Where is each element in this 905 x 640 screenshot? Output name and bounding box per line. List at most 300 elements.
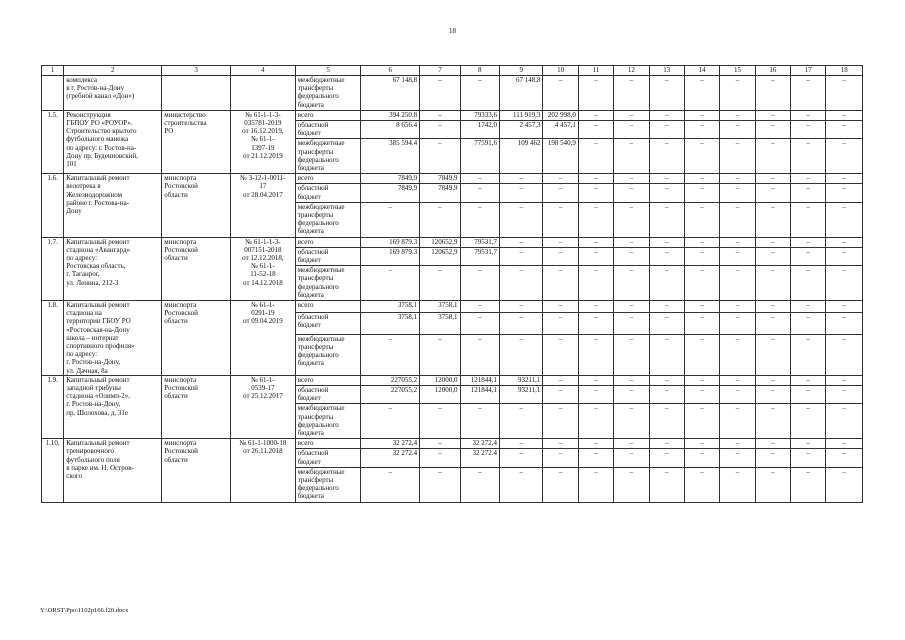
column-header-7: 7 <box>420 66 460 76</box>
value-c12: – <box>614 202 649 237</box>
value-c15: – <box>720 76 755 111</box>
budget-table <box>41 65 863 503</box>
value-c18: – <box>826 467 863 502</box>
value-c17: – <box>791 334 826 375</box>
value-c8: – <box>460 174 499 184</box>
funding-source: областной бюджет <box>295 312 361 334</box>
value-c15: – <box>720 202 755 237</box>
value-c13: – <box>649 449 684 467</box>
value-c8: – <box>460 76 499 111</box>
value-c18: – <box>826 202 863 237</box>
value-c15: – <box>720 266 755 301</box>
funding-source: межбюджетные трансферты федерального бюджета <box>295 467 361 502</box>
funding-source: областной бюджет <box>295 247 361 265</box>
table-row <box>42 237 863 247</box>
value-c17: – <box>791 375 826 385</box>
value-c15: – <box>720 174 755 184</box>
value-c17: – <box>791 312 826 334</box>
value-c12: – <box>614 375 649 385</box>
value-c15: – <box>720 110 755 120</box>
value-c18: – <box>826 110 863 120</box>
decree-reference: № 61-1- 0539-17 от 25.12.2017 <box>231 375 296 438</box>
value-c14: – <box>684 439 719 449</box>
value-c7: – <box>420 439 460 449</box>
column-header-15: 15 <box>720 66 755 76</box>
value-c7: 120652,9 <box>420 237 460 247</box>
column-header-16: 16 <box>755 66 790 76</box>
value-c10: – <box>543 76 578 111</box>
column-header-18: 18 <box>826 66 863 76</box>
value-c16: – <box>755 312 790 334</box>
value-c13: – <box>649 237 684 247</box>
value-c8: 32 272.4 <box>460 449 499 467</box>
table-row <box>42 110 863 120</box>
funding-source: всего <box>295 439 361 449</box>
value-c7: 120652,9 <box>420 247 460 265</box>
value-c16: – <box>755 174 790 184</box>
column-header-10: 10 <box>543 66 578 76</box>
value-c13: – <box>649 76 684 111</box>
table-row <box>42 76 863 111</box>
decree-reference: № 3-12-1-0011- 17 от 28.04.2017 <box>231 174 296 237</box>
value-c10: – <box>543 334 578 375</box>
value-c8: – <box>460 300 499 312</box>
row-number: 1.7. <box>42 237 64 300</box>
value-c15: – <box>720 300 755 312</box>
value-c14: – <box>684 467 719 502</box>
value-c9: – <box>499 312 542 334</box>
value-c8: – <box>460 467 499 502</box>
value-c13: – <box>649 375 684 385</box>
column-header-11: 11 <box>578 66 613 76</box>
value-c8: 79531,7 <box>460 237 499 247</box>
value-c12: – <box>614 184 649 202</box>
decree-reference <box>231 76 296 111</box>
value-c17: – <box>791 439 826 449</box>
column-header-8: 8 <box>460 66 499 76</box>
value-c13: – <box>649 174 684 184</box>
value-c12: – <box>614 247 649 265</box>
page-number: 18 <box>449 27 456 35</box>
value-c11: – <box>578 334 613 375</box>
value-c14: – <box>684 184 719 202</box>
value-c8: 1742,0 <box>460 120 499 138</box>
value-c14: – <box>684 120 719 138</box>
value-c11: – <box>578 202 613 237</box>
value-c18: – <box>826 439 863 449</box>
value-c11: – <box>578 300 613 312</box>
value-c18: – <box>826 449 863 467</box>
value-c6: 3758,1 <box>361 312 420 334</box>
value-c11: – <box>578 439 613 449</box>
value-c18: – <box>826 404 863 439</box>
value-c9: 93211,1 <box>499 385 542 403</box>
value-c7: – <box>420 120 460 138</box>
value-c16: – <box>755 467 790 502</box>
value-c9: – <box>499 449 542 467</box>
value-c16: – <box>755 334 790 375</box>
funding-source: межбюджетные трансферты федерального бюджета <box>295 266 361 301</box>
value-c18: – <box>826 385 863 403</box>
row-number: 1.6. <box>42 174 64 237</box>
column-header-12: 12 <box>614 66 649 76</box>
value-c15: – <box>720 312 755 334</box>
value-c11: – <box>578 174 613 184</box>
value-c10: – <box>543 184 578 202</box>
value-c10: – <box>543 439 578 449</box>
value-c9: – <box>499 404 542 439</box>
value-c11: – <box>578 247 613 265</box>
value-c15: – <box>720 375 755 385</box>
value-c17: – <box>791 266 826 301</box>
column-header-5: 5 <box>295 66 361 76</box>
value-c15: – <box>720 385 755 403</box>
row-number: 1.8. <box>42 300 64 375</box>
value-c14: – <box>684 385 719 403</box>
value-c17: – <box>791 184 826 202</box>
value-c6: – <box>361 334 420 375</box>
value-c7: – <box>420 110 460 120</box>
table-row <box>42 174 863 184</box>
value-c7: 12000,0 <box>420 375 460 385</box>
value-c6: – <box>361 266 420 301</box>
value-c14: – <box>684 237 719 247</box>
value-c12: – <box>614 139 649 174</box>
value-c17: – <box>791 449 826 467</box>
value-c7: – <box>420 334 460 375</box>
value-c9: – <box>499 174 542 184</box>
value-c18: – <box>826 120 863 138</box>
value-c8: 121844,1 <box>460 375 499 385</box>
row-number: 1.5. <box>42 110 64 173</box>
value-c13: – <box>649 110 684 120</box>
value-c12: – <box>614 120 649 138</box>
customer-name <box>162 76 231 111</box>
value-c6: 227055,2 <box>361 385 420 403</box>
value-c9: – <box>499 266 542 301</box>
value-c6: 169 879.3 <box>361 247 420 265</box>
value-c6: 32 272,4 <box>361 439 420 449</box>
funding-source: межбюджетные трансферты федерального бюджета <box>295 334 361 375</box>
value-c16: – <box>755 404 790 439</box>
value-c16: – <box>755 439 790 449</box>
value-c11: – <box>578 467 613 502</box>
value-c8: – <box>460 404 499 439</box>
value-c8: 79531,7 <box>460 247 499 265</box>
value-c14: – <box>684 202 719 237</box>
value-c18: – <box>826 174 863 184</box>
value-c9: – <box>499 202 542 237</box>
value-c12: – <box>614 300 649 312</box>
value-c12: – <box>614 266 649 301</box>
value-c8: 121844,1 <box>460 385 499 403</box>
customer-name: министерство строительства РО <box>162 110 231 173</box>
value-c12: – <box>614 449 649 467</box>
value-c10: – <box>543 375 578 385</box>
funding-source: всего <box>295 375 361 385</box>
value-c11: – <box>578 120 613 138</box>
value-c17: – <box>791 237 826 247</box>
value-c13: – <box>649 385 684 403</box>
customer-name: минспорта Ростовской области <box>162 439 231 502</box>
value-c17: – <box>791 174 826 184</box>
value-c13: – <box>649 139 684 174</box>
value-c11: – <box>578 237 613 247</box>
value-c12: – <box>614 237 649 247</box>
value-c13: – <box>649 266 684 301</box>
value-c7: – <box>420 449 460 467</box>
value-c10: 202 998,0 <box>543 110 578 120</box>
value-c11: – <box>578 139 613 174</box>
value-c14: – <box>684 375 719 385</box>
value-c10: – <box>543 385 578 403</box>
column-header-17: 17 <box>791 66 826 76</box>
value-c17: – <box>791 110 826 120</box>
customer-name: минспорта Ростовской области <box>162 237 231 300</box>
object-name: Капитальный ремонт стадиона на территории ГБОУ РО «Ростовская-на-Дону школа – интернат спортивного профиля» по адресу: г. Ростов-на-Дону, ул. Дачная, 8а <box>64 300 162 375</box>
value-c12: – <box>614 439 649 449</box>
value-c8: – <box>460 266 499 301</box>
value-c15: – <box>720 449 755 467</box>
funding-source: областной бюджет <box>295 120 361 138</box>
value-c9: – <box>499 439 542 449</box>
value-c6: 32 272.4 <box>361 449 420 467</box>
value-c10: – <box>543 247 578 265</box>
value-c13: – <box>649 439 684 449</box>
funding-source: областной бюджет <box>295 184 361 202</box>
object-name: Капитальный ремонт велотрека в Железнодорожном районе г. Ростова-на- Дону <box>64 174 162 237</box>
value-c9: – <box>499 184 542 202</box>
column-header-14: 14 <box>684 66 719 76</box>
column-header-9: 9 <box>499 66 542 76</box>
value-c14: – <box>684 76 719 111</box>
object-name: Капитальный ремонт западной трибуны стадиона «Олимп-2», г. Ростов-на-Дону, пр. Шолохова, д. 31е <box>64 375 162 438</box>
value-c7: – <box>420 202 460 237</box>
funding-source: межбюджетные трансферты федерального бюджета <box>295 76 361 111</box>
value-c18: – <box>826 334 863 375</box>
header-row <box>42 66 863 76</box>
value-c9: 2 457,3 <box>499 120 542 138</box>
value-c14: – <box>684 312 719 334</box>
value-c13: – <box>649 334 684 375</box>
value-c14: – <box>684 449 719 467</box>
value-c9: – <box>499 247 542 265</box>
value-c8: 32 272,4 <box>460 439 499 449</box>
value-c17: – <box>791 139 826 174</box>
value-c12: – <box>614 110 649 120</box>
column-header-3: 3 <box>162 66 231 76</box>
column-header-4: 4 <box>231 66 296 76</box>
value-c17: – <box>791 202 826 237</box>
value-c13: – <box>649 312 684 334</box>
value-c9: 93211,1 <box>499 375 542 385</box>
value-c11: – <box>578 76 613 111</box>
value-c8: 79333,6 <box>460 110 499 120</box>
value-c18: – <box>826 312 863 334</box>
value-c13: – <box>649 202 684 237</box>
value-c11: – <box>578 385 613 403</box>
value-c13: – <box>649 247 684 265</box>
value-c11: – <box>578 375 613 385</box>
value-c7: 7849,9 <box>420 174 460 184</box>
footer-file-path: Y:\ORST\Ppo\1102p166.f20.docx <box>40 607 129 614</box>
value-c15: – <box>720 247 755 265</box>
value-c13: – <box>649 300 684 312</box>
value-c16: – <box>755 266 790 301</box>
value-c10: – <box>543 300 578 312</box>
value-c7: 3758,1 <box>420 300 460 312</box>
value-c17: – <box>791 385 826 403</box>
value-c8: – <box>460 202 499 237</box>
decree-reference: № 61-1-1000-18 от 26.11.2018 <box>231 439 296 502</box>
value-c11: – <box>578 312 613 334</box>
value-c8: – <box>460 334 499 375</box>
value-c10: – <box>543 467 578 502</box>
funding-source: межбюджетные трансферты федерального бюджета <box>295 404 361 439</box>
value-c6: 8 656.4 <box>361 120 420 138</box>
value-c9: – <box>499 300 542 312</box>
decree-reference: № 61-1- 0291-19 от 09.04.2019 <box>231 300 296 375</box>
value-c13: – <box>649 120 684 138</box>
value-c15: – <box>720 237 755 247</box>
value-c15: – <box>720 404 755 439</box>
value-c9: – <box>499 237 542 247</box>
value-c18: – <box>826 375 863 385</box>
value-c7: 12000,0 <box>420 385 460 403</box>
value-c13: – <box>649 184 684 202</box>
object-name: комплекса в г. Ростов-на-Дону (гребной канал «Дон») <box>64 76 162 111</box>
decree-reference: № 61-1-1-3- 007151-2018 от 12.12.2018, № 61-1- 11-52-18 от 14.12.2018 <box>231 237 296 300</box>
value-c16: – <box>755 202 790 237</box>
value-c7: – <box>420 76 460 111</box>
value-c17: – <box>791 120 826 138</box>
value-c10: – <box>543 202 578 237</box>
value-c8: – <box>460 184 499 202</box>
value-c8: – <box>460 312 499 334</box>
value-c10: – <box>543 312 578 334</box>
value-c10: – <box>543 266 578 301</box>
value-c11: – <box>578 449 613 467</box>
value-c17: – <box>791 76 826 111</box>
value-c16: – <box>755 247 790 265</box>
value-c9: – <box>499 334 542 375</box>
value-c13: – <box>649 404 684 439</box>
value-c11: – <box>578 110 613 120</box>
value-c16: – <box>755 76 790 111</box>
value-c9: 111 919,3 <box>499 110 542 120</box>
customer-name: минспорта Ростовской области <box>162 375 231 438</box>
value-c12: – <box>614 334 649 375</box>
column-header-13: 13 <box>649 66 684 76</box>
value-c9: 67 148,8 <box>499 76 542 111</box>
value-c18: – <box>826 139 863 174</box>
value-c15: – <box>720 184 755 202</box>
value-c16: – <box>755 385 790 403</box>
value-c15: – <box>720 439 755 449</box>
value-c6: – <box>361 404 420 439</box>
value-c7: – <box>420 467 460 502</box>
funding-source: областной бюджет <box>295 385 361 403</box>
column-header-1: 1 <box>42 66 64 76</box>
funding-source: межбюджетные трансферты федерального бюджета <box>295 202 361 237</box>
funding-source: всего <box>295 110 361 120</box>
value-c6: 394 250.8 <box>361 110 420 120</box>
table-row <box>42 439 863 449</box>
value-c10: – <box>543 174 578 184</box>
value-c17: – <box>791 467 826 502</box>
table-row <box>42 300 863 312</box>
value-c6: – <box>361 202 420 237</box>
value-c14: – <box>684 300 719 312</box>
decree-reference: № 61-1-1-3- 035781-2019 от 16.12.2019, № 61-1- 1397-19 от 21.12.2019 <box>231 110 296 173</box>
value-c7: 3758,1 <box>420 312 460 334</box>
value-c6: – <box>361 467 420 502</box>
value-c8: 77591,6 <box>460 139 499 174</box>
funding-source: всего <box>295 174 361 184</box>
value-c14: – <box>684 334 719 375</box>
value-c6: 227055,2 <box>361 375 420 385</box>
value-c14: – <box>684 404 719 439</box>
value-c14: – <box>684 174 719 184</box>
value-c12: – <box>614 385 649 403</box>
value-c18: – <box>826 247 863 265</box>
value-c7: – <box>420 266 460 301</box>
column-header-6: 6 <box>361 66 420 76</box>
value-c16: – <box>755 237 790 247</box>
value-c18: – <box>826 184 863 202</box>
value-c10: – <box>543 404 578 439</box>
value-c6: 385 594.4 <box>361 139 420 174</box>
table-row <box>42 375 863 385</box>
value-c9: – <box>499 467 542 502</box>
customer-name: минспорта Ростовской области <box>162 174 231 237</box>
value-c17: – <box>791 247 826 265</box>
value-c16: – <box>755 139 790 174</box>
value-c10: 4 457,1 <box>543 120 578 138</box>
value-c7: – <box>420 404 460 439</box>
customer-name: минспорта Ростовской области <box>162 300 231 375</box>
value-c13: – <box>649 467 684 502</box>
value-c15: – <box>720 120 755 138</box>
object-name: Капитальный ремонт стадиона «Авангард» по адресу: Ростовская область, г. Таганрог, ул. Ленина, 212-3 <box>64 237 162 300</box>
funding-source: всего <box>295 300 361 312</box>
value-c18: – <box>826 300 863 312</box>
value-c11: – <box>578 184 613 202</box>
value-c6: 7849,9 <box>361 184 420 202</box>
value-c7: 7849,9 <box>420 184 460 202</box>
value-c16: – <box>755 300 790 312</box>
value-c12: – <box>614 467 649 502</box>
object-name: Реконструкция ГБПОУ РО «РОУОР». Строительство крытого футбольного манежа по адресу: г. Ростов-на- Дону пр. Буденновский, 101 <box>64 110 162 173</box>
value-c16: – <box>755 120 790 138</box>
value-c14: – <box>684 247 719 265</box>
funding-source: межбюджетные трансферты федерального бюджета <box>295 139 361 174</box>
value-c7: – <box>420 139 460 174</box>
value-c14: – <box>684 139 719 174</box>
value-c10: – <box>543 449 578 467</box>
value-c17: – <box>791 300 826 312</box>
funding-source: всего <box>295 237 361 247</box>
value-c10: 198 540,9 <box>543 139 578 174</box>
column-header-2: 2 <box>64 66 162 76</box>
funding-source: областной бюджет <box>295 449 361 467</box>
value-c16: – <box>755 110 790 120</box>
value-c18: – <box>826 237 863 247</box>
row-number <box>42 76 64 111</box>
value-c15: – <box>720 334 755 375</box>
value-c14: – <box>684 266 719 301</box>
value-c16: – <box>755 375 790 385</box>
